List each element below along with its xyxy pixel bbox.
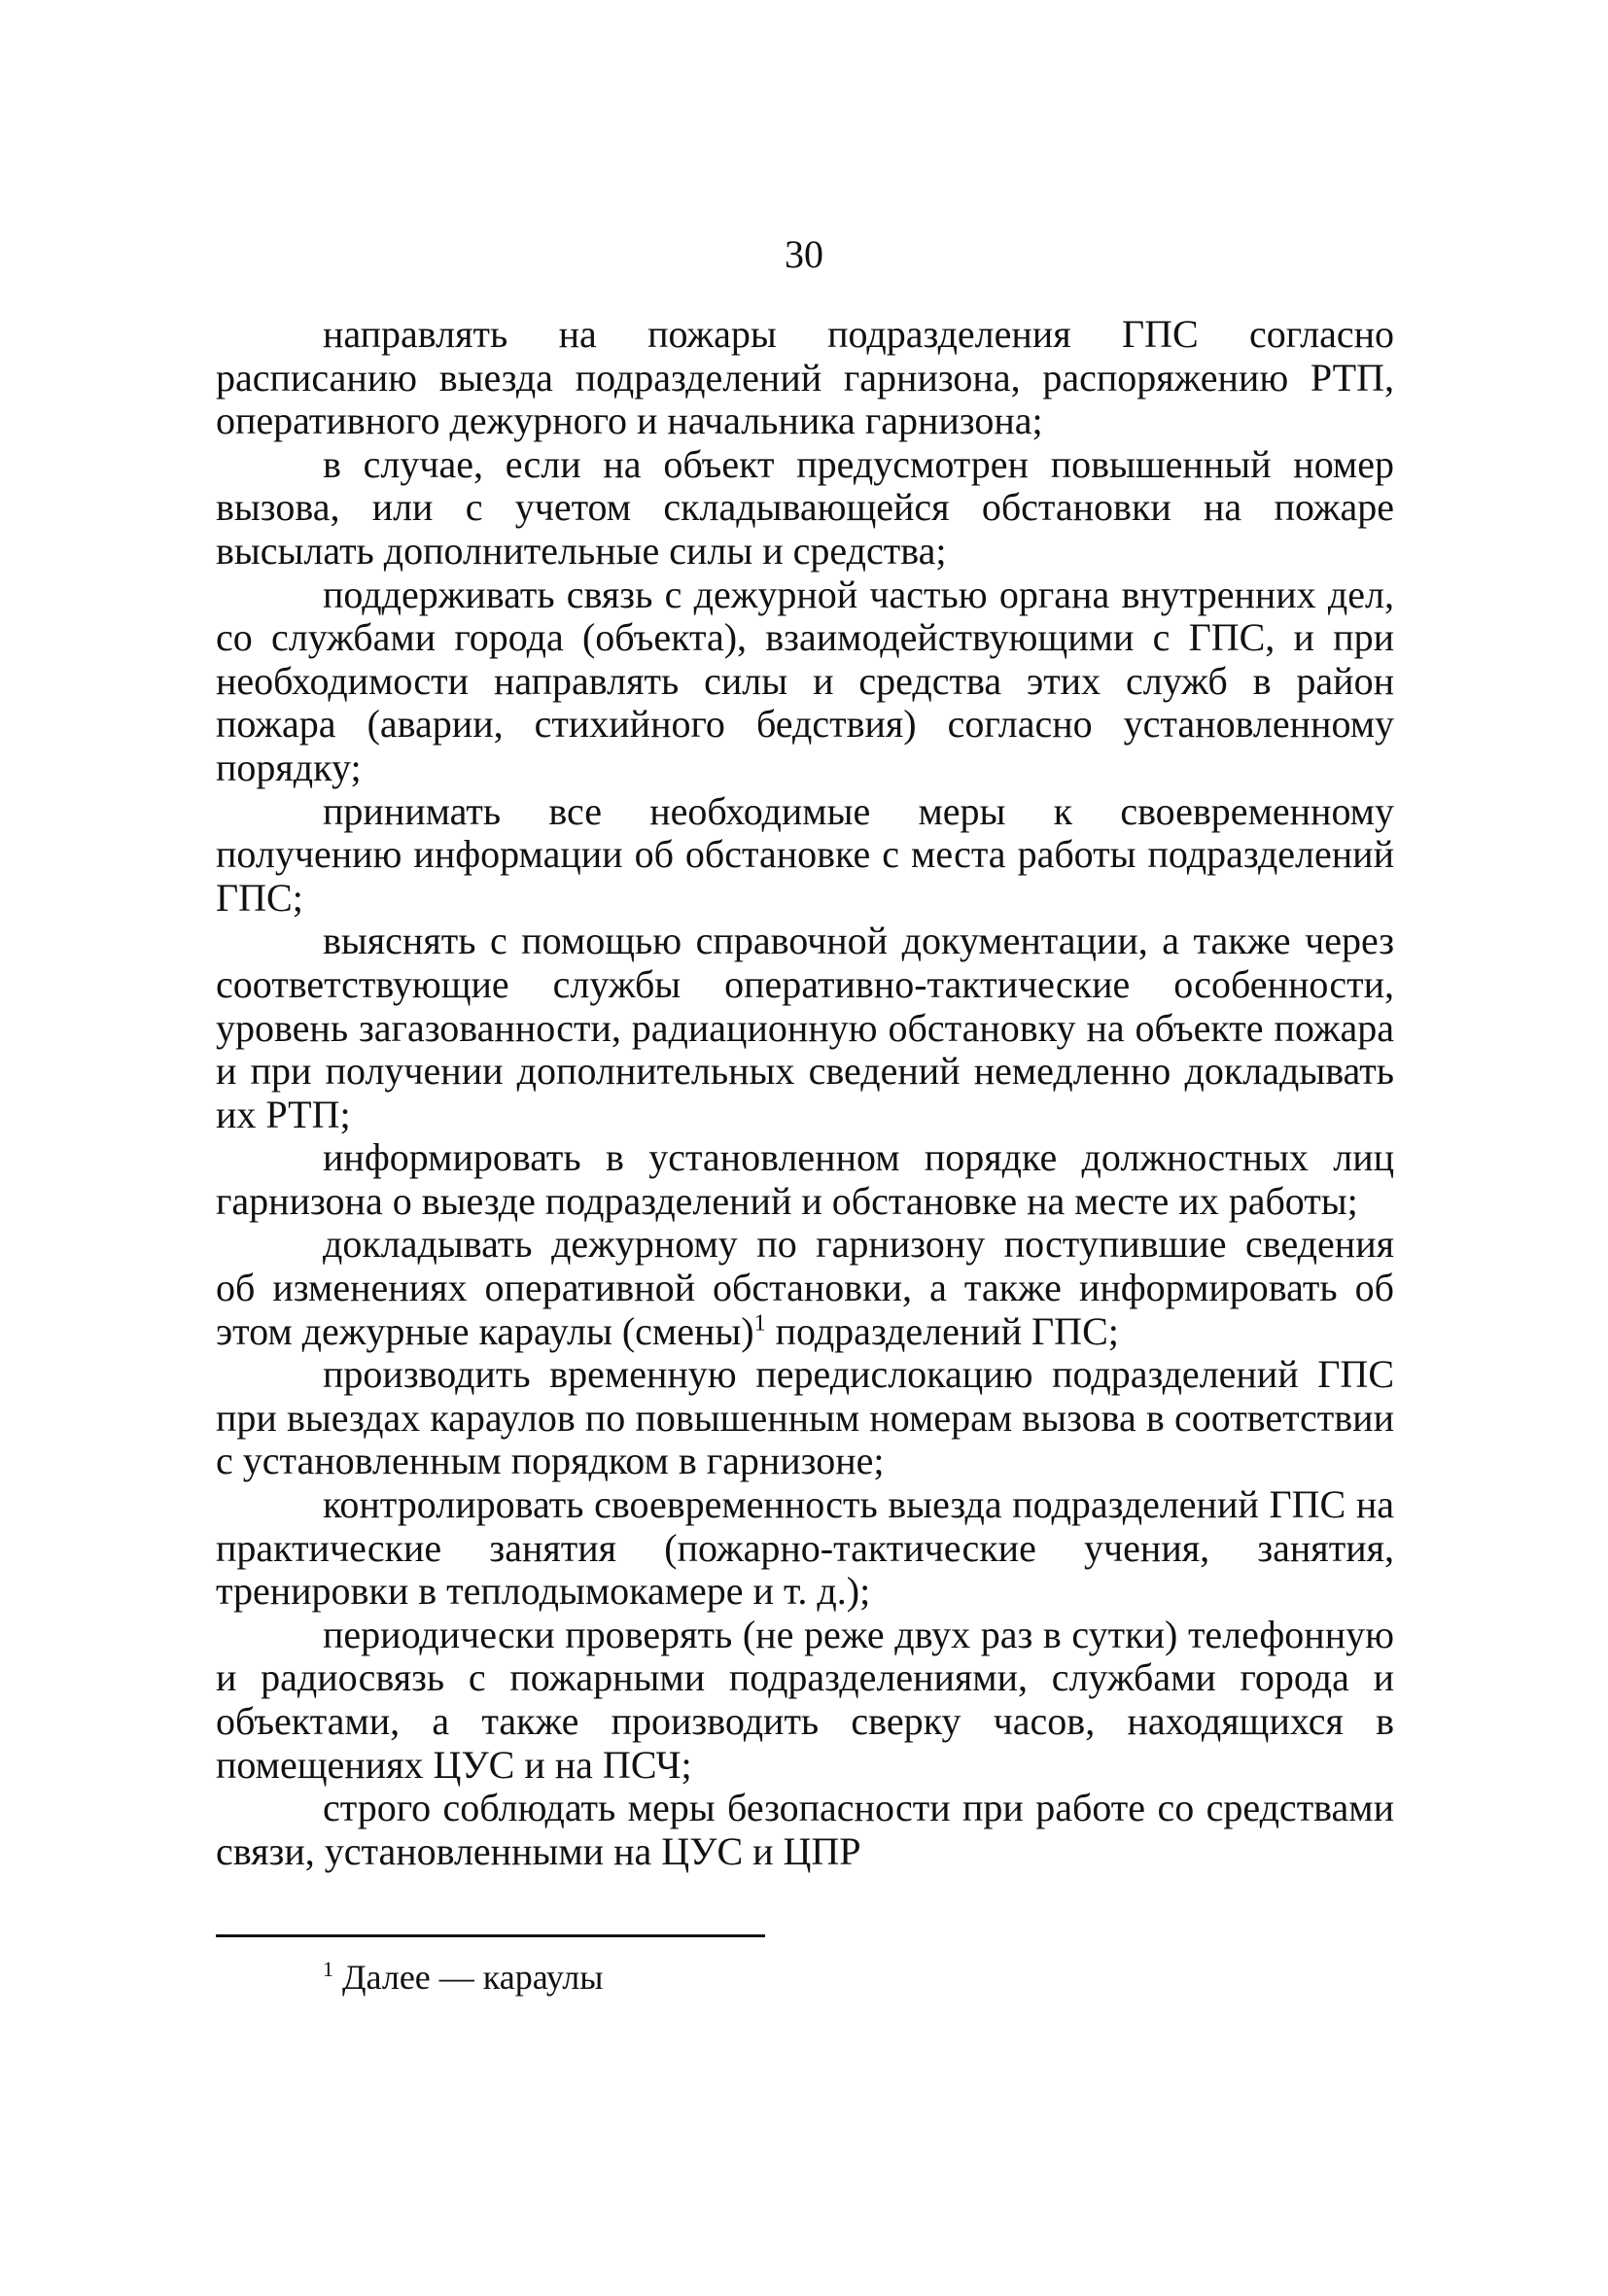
footnote-text: Далее — караулы xyxy=(333,1958,604,1997)
paragraph: принимать все необходимые меры к своевременному получению информации об обстановке с места работы подразделений ГПС; xyxy=(216,788,1394,920)
footnote xyxy=(323,1956,603,1999)
paragraph-with-footnote-ref xyxy=(216,1223,1394,1353)
paragraph-text: докладывать дежурному по гарнизону поступившие сведения об изменениях оперативной обстановки, а также информировать об этом дежурные караулы (смены) xyxy=(216,1222,1394,1353)
paragraph: направлять на пожары подразделения ГПС согласно расписанию выезда подразделений гарнизона, распоряжению РТП, оперативного дежурного и начальника гарнизона; xyxy=(216,312,1394,443)
footnote-marker: 1 xyxy=(323,1957,333,1981)
paragraph: в случае, если на объект предусмотрен повышенный номер вызова, или с учетом складывающейся обстановки на пожаре высылать дополнительные силы и средства; xyxy=(216,441,1394,573)
footnote-divider xyxy=(216,1934,765,1937)
paragraph: производить временную передислокацию подразделений ГПС при выездах караулов по повышенным номерам вызова в соответствии с установленным порядком в гарнизоне; xyxy=(216,1352,1394,1483)
paragraph: поддерживать связь с дежурной частью органа внутренних дел, со службами города (объекта), взаимодействующими с ГПС, и при необходимости направлять силы и средства этих служб в район пожара (аварии, стихийного бедствия) согласно установленному порядку; xyxy=(216,572,1394,789)
paragraph: строго соблюдать меры безопасности при работе со средствами связи, установленными на ЦУС и ЦПР xyxy=(216,1786,1394,1873)
paragraph: информировать в установленном порядке должностных лиц гарнизона о выезде подразделений и обстановке на месте их работы; xyxy=(216,1135,1394,1223)
paragraph: контролировать своевременность выезда подразделений ГПС на практические занятия (пожарно-тактические учения, занятия, тренировки в теплодымокамере и т. д.); xyxy=(216,1482,1394,1614)
page-number: 30 xyxy=(785,232,823,276)
body-text xyxy=(216,313,1394,1873)
footnote-reference-marker: 1 xyxy=(753,1310,766,1337)
paragraph: выяснять с помощью справочной документации, а также через соответствующие службы оперативно-тактические особенности, уровень загазованности, радиационную обстановку на объекте пожара и при получении дополнительных сведений немедленно докладывать их РТП; xyxy=(216,919,1394,1136)
paragraph: периодически проверять (не реже двух раз в сутки) телефонную и радиосвязь с пожарными подразделениями, службами города и объектами, а также производить сверку часов, находящихся в помещениях ЦУС и на ПСЧ; xyxy=(216,1612,1394,1787)
paragraph-text: подразделений ГПС; xyxy=(765,1308,1119,1353)
